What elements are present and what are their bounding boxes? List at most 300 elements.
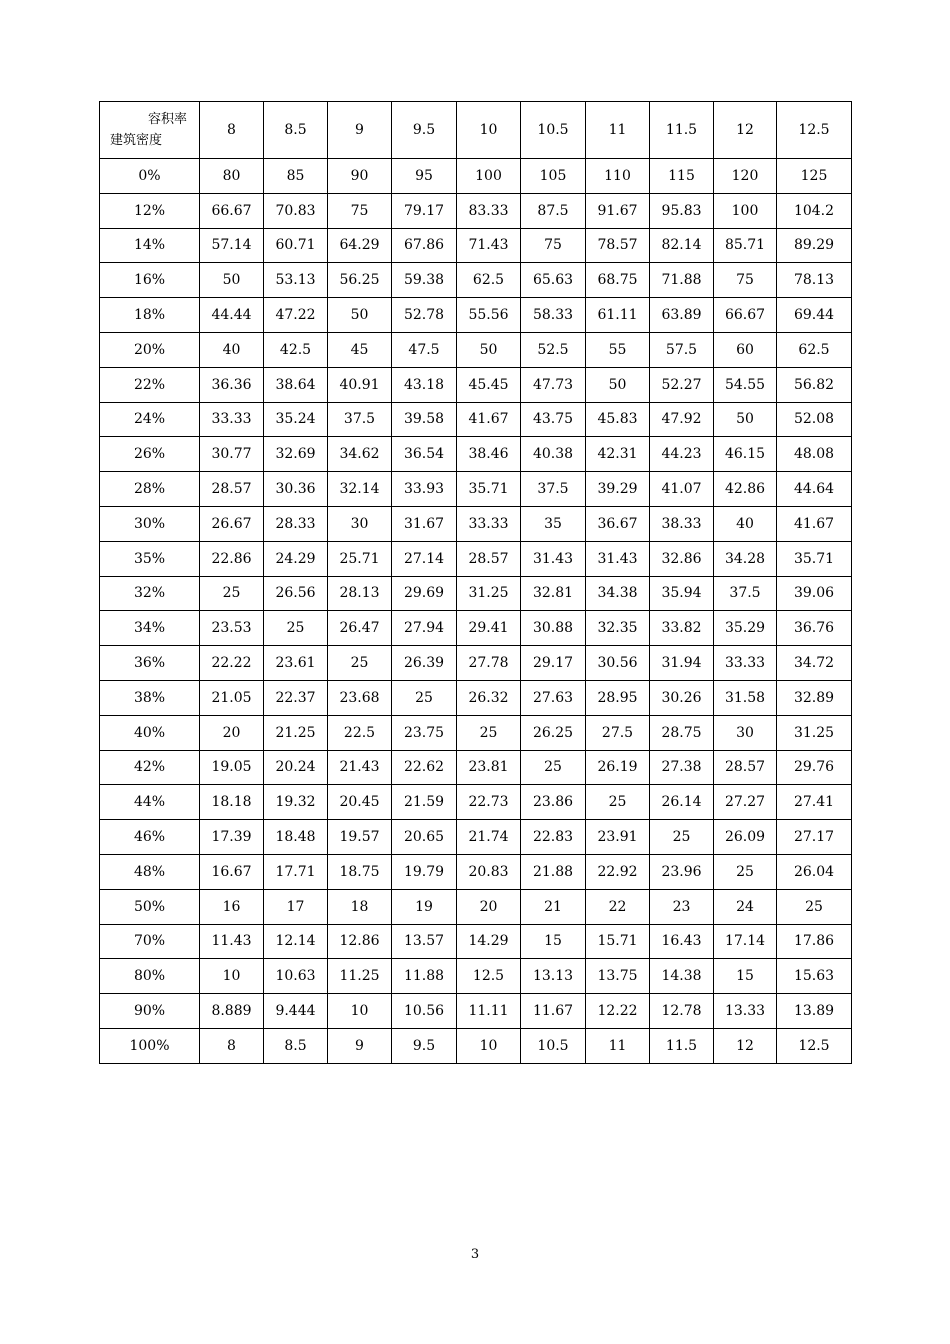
column-header: 11 [586, 102, 650, 159]
table-cell: 8.889 [200, 994, 264, 1029]
table-row [100, 159, 852, 194]
table-row [100, 994, 852, 1029]
table-cell: 16.67 [200, 854, 264, 889]
table-cell: 11.25 [328, 959, 392, 994]
table-cell: 32.35 [586, 611, 650, 646]
table-cell: 13.33 [714, 994, 777, 1029]
table-cell: 15 [714, 959, 777, 994]
table-cell: 18.75 [328, 854, 392, 889]
table-cell: 23.91 [586, 820, 650, 855]
table-cell: 25 [521, 750, 586, 785]
table-cell: 42.31 [586, 437, 650, 472]
table-cell: 25.71 [328, 541, 392, 576]
table-cell: 67.86 [392, 228, 457, 263]
table-cell: 104.2 [777, 193, 852, 228]
table-cell: 29.76 [777, 750, 852, 785]
table-cell: 23.68 [328, 680, 392, 715]
table-row [100, 402, 852, 437]
table-cell: 31.43 [586, 541, 650, 576]
table-cell: 18.18 [200, 785, 264, 820]
corner-top-label: 容积率 [147, 112, 187, 127]
table-cell: 37.5 [521, 472, 586, 507]
table-cell: 15.63 [777, 959, 852, 994]
table-cell: 21.25 [264, 715, 328, 750]
table-cell: 22.83 [521, 820, 586, 855]
table-cell: 33.82 [650, 611, 714, 646]
table-cell: 17.71 [264, 854, 328, 889]
table-cell: 79.17 [392, 193, 457, 228]
table-row [100, 193, 852, 228]
table-cell: 31.58 [714, 680, 777, 715]
table-cell: 26.47 [328, 611, 392, 646]
table-cell: 42.86 [714, 472, 777, 507]
table-cell: 85.71 [714, 228, 777, 263]
table-body [100, 159, 852, 1064]
column-header: 10 [457, 102, 521, 159]
table-cell: 16.43 [650, 924, 714, 959]
table-cell: 64.29 [328, 228, 392, 263]
table-header-row [100, 102, 852, 159]
table-cell: 27.41 [777, 785, 852, 820]
table-cell: 25 [328, 646, 392, 681]
table-cell: 28.57 [457, 541, 521, 576]
table-cell: 85 [264, 159, 328, 194]
table-cell: 8 [200, 1028, 264, 1063]
row-label: 44% [100, 785, 200, 820]
table-cell: 25 [264, 611, 328, 646]
table-cell: 22.73 [457, 785, 521, 820]
table-cell: 50 [586, 367, 650, 402]
table-cell: 55 [586, 332, 650, 367]
table-row [100, 924, 852, 959]
table-cell: 22.5 [328, 715, 392, 750]
table-cell: 29.17 [521, 646, 586, 681]
table-cell: 31.94 [650, 646, 714, 681]
table-row [100, 298, 852, 333]
table-cell: 52.78 [392, 298, 457, 333]
table-row [100, 332, 852, 367]
table-cell: 27.5 [586, 715, 650, 750]
table-cell: 38.46 [457, 437, 521, 472]
table-cell: 105 [521, 159, 586, 194]
row-label: 30% [100, 506, 200, 541]
table-cell: 100 [714, 193, 777, 228]
table-cell: 40.38 [521, 437, 586, 472]
table-cell: 47.5 [392, 332, 457, 367]
table-cell: 36.36 [200, 367, 264, 402]
table-cell: 35.71 [457, 472, 521, 507]
table-cell: 33.93 [392, 472, 457, 507]
table-cell: 48.08 [777, 437, 852, 472]
table-cell: 41.67 [457, 402, 521, 437]
table-cell: 26.25 [521, 715, 586, 750]
table-cell: 50 [200, 263, 264, 298]
table-cell: 44.44 [200, 298, 264, 333]
row-label: 40% [100, 715, 200, 750]
table-cell: 12.78 [650, 994, 714, 1029]
table-cell: 71.88 [650, 263, 714, 298]
table-cell: 90 [328, 159, 392, 194]
table-cell: 75 [521, 228, 586, 263]
row-label: 70% [100, 924, 200, 959]
table-cell: 10.5 [521, 1028, 586, 1063]
row-label: 18% [100, 298, 200, 333]
table-cell: 27.38 [650, 750, 714, 785]
table-cell: 50 [328, 298, 392, 333]
table-cell: 27.14 [392, 541, 457, 576]
table-cell: 28.13 [328, 576, 392, 611]
row-label: 34% [100, 611, 200, 646]
table-cell: 35.24 [264, 402, 328, 437]
table-cell: 53.13 [264, 263, 328, 298]
table-cell: 80 [200, 159, 264, 194]
table-cell: 11.88 [392, 959, 457, 994]
table-row [100, 889, 852, 924]
table-cell: 62.5 [777, 332, 852, 367]
table-row [100, 785, 852, 820]
table-row [100, 959, 852, 994]
table-cell: 68.75 [586, 263, 650, 298]
row-label: 100% [100, 1028, 200, 1063]
table-cell: 45.45 [457, 367, 521, 402]
table-cell: 17 [264, 889, 328, 924]
table-cell: 41.67 [777, 506, 852, 541]
table-cell: 24.29 [264, 541, 328, 576]
table-cell: 12.86 [328, 924, 392, 959]
table-cell: 35 [521, 506, 586, 541]
table-cell: 71.43 [457, 228, 521, 263]
table-cell: 110 [586, 159, 650, 194]
table-cell: 69.44 [777, 298, 852, 333]
table-cell: 11.43 [200, 924, 264, 959]
table-cell: 14.38 [650, 959, 714, 994]
table-cell: 21.74 [457, 820, 521, 855]
table-cell: 36.54 [392, 437, 457, 472]
table-cell: 83.33 [457, 193, 521, 228]
column-header: 10.5 [521, 102, 586, 159]
row-label: 14% [100, 228, 200, 263]
row-label: 38% [100, 680, 200, 715]
table-cell: 89.29 [777, 228, 852, 263]
row-label: 42% [100, 750, 200, 785]
table-cell: 27.17 [777, 820, 852, 855]
table-cell: 35.29 [714, 611, 777, 646]
table-cell: 11.67 [521, 994, 586, 1029]
table-row [100, 506, 852, 541]
table-cell: 25 [392, 680, 457, 715]
row-label: 32% [100, 576, 200, 611]
column-header: 12 [714, 102, 777, 159]
table-cell: 36.76 [777, 611, 852, 646]
table-cell: 17.14 [714, 924, 777, 959]
table-cell: 29.69 [392, 576, 457, 611]
row-label: 26% [100, 437, 200, 472]
table-cell: 12.22 [586, 994, 650, 1029]
table-cell: 56.25 [328, 263, 392, 298]
column-header: 12.5 [777, 102, 852, 159]
corner-header-cell [100, 102, 200, 159]
table-cell: 35.94 [650, 576, 714, 611]
table-cell: 43.75 [521, 402, 586, 437]
table-cell: 100 [457, 159, 521, 194]
page-number: 3 [470, 1247, 480, 1262]
table-cell: 26.32 [457, 680, 521, 715]
table-cell: 34.28 [714, 541, 777, 576]
table-cell: 22.62 [392, 750, 457, 785]
table-cell: 44.23 [650, 437, 714, 472]
table-cell: 23.96 [650, 854, 714, 889]
table-cell: 75 [328, 193, 392, 228]
table-cell: 20 [200, 715, 264, 750]
table-cell: 27.94 [392, 611, 457, 646]
table-cell: 10.63 [264, 959, 328, 994]
table-cell: 23.81 [457, 750, 521, 785]
table-cell: 21.05 [200, 680, 264, 715]
table-cell: 21.43 [328, 750, 392, 785]
table-row [100, 646, 852, 681]
table-cell: 31.25 [457, 576, 521, 611]
table-cell: 41.07 [650, 472, 714, 507]
table-cell: 10.56 [392, 994, 457, 1029]
table-cell: 39.06 [777, 576, 852, 611]
table-cell: 19.79 [392, 854, 457, 889]
table-row [100, 228, 852, 263]
table-cell: 10 [200, 959, 264, 994]
table-cell: 38.33 [650, 506, 714, 541]
column-header: 8 [200, 102, 264, 159]
table-row [100, 680, 852, 715]
table-cell: 18 [328, 889, 392, 924]
table-cell: 32.86 [650, 541, 714, 576]
table-cell: 52.27 [650, 367, 714, 402]
table-cell: 19.57 [328, 820, 392, 855]
row-label: 16% [100, 263, 200, 298]
table-cell: 32.81 [521, 576, 586, 611]
table-cell: 19 [392, 889, 457, 924]
table-cell: 58.33 [521, 298, 586, 333]
table-cell: 23.86 [521, 785, 586, 820]
table-cell: 78.57 [586, 228, 650, 263]
table-row [100, 576, 852, 611]
density-ratio-table [99, 101, 852, 1064]
table-cell: 60 [714, 332, 777, 367]
table-cell: 11.5 [650, 1028, 714, 1063]
table-cell: 12 [714, 1028, 777, 1063]
table-cell: 45 [328, 332, 392, 367]
table-row [100, 437, 852, 472]
table-cell: 16 [200, 889, 264, 924]
row-label: 35% [100, 541, 200, 576]
table-cell: 32.89 [777, 680, 852, 715]
table-cell: 95 [392, 159, 457, 194]
table-cell: 40 [714, 506, 777, 541]
table-cell: 30 [328, 506, 392, 541]
table-cell: 36.67 [586, 506, 650, 541]
table-cell: 31.25 [777, 715, 852, 750]
table-cell: 13.13 [521, 959, 586, 994]
table-cell: 61.11 [586, 298, 650, 333]
table-cell: 14.29 [457, 924, 521, 959]
table-cell: 78.13 [777, 263, 852, 298]
table-cell: 17.39 [200, 820, 264, 855]
table-cell: 34.38 [586, 576, 650, 611]
table-cell: 28.57 [200, 472, 264, 507]
table-cell: 30.77 [200, 437, 264, 472]
corner-bottom-label: 建筑密度 [110, 133, 163, 148]
table-cell: 25 [777, 889, 852, 924]
table-cell: 26.14 [650, 785, 714, 820]
table-cell: 13.57 [392, 924, 457, 959]
table-cell: 21.88 [521, 854, 586, 889]
table-cell: 25 [650, 820, 714, 855]
table-cell: 115 [650, 159, 714, 194]
table-cell: 32.14 [328, 472, 392, 507]
table-cell: 30.56 [586, 646, 650, 681]
table-row [100, 854, 852, 889]
table-cell: 30.36 [264, 472, 328, 507]
table-cell: 25 [714, 854, 777, 889]
row-label: 24% [100, 402, 200, 437]
table-cell: 26.19 [586, 750, 650, 785]
table-row [100, 367, 852, 402]
row-label: 0% [100, 159, 200, 194]
table-cell: 17.86 [777, 924, 852, 959]
table-cell: 30.26 [650, 680, 714, 715]
table-cell: 8.5 [264, 1028, 328, 1063]
row-label: 22% [100, 367, 200, 402]
table-cell: 37.5 [328, 402, 392, 437]
table-cell: 32.69 [264, 437, 328, 472]
table-cell: 47.92 [650, 402, 714, 437]
row-label: 90% [100, 994, 200, 1029]
table-cell: 28.33 [264, 506, 328, 541]
table-cell: 28.57 [714, 750, 777, 785]
row-label: 48% [100, 854, 200, 889]
table-cell: 20.45 [328, 785, 392, 820]
table-cell: 95.83 [650, 193, 714, 228]
table-cell: 25 [457, 715, 521, 750]
table-cell: 56.82 [777, 367, 852, 402]
table-cell: 57.14 [200, 228, 264, 263]
table-cell: 26.67 [200, 506, 264, 541]
column-header: 11.5 [650, 102, 714, 159]
row-label: 12% [100, 193, 200, 228]
table-cell: 35.71 [777, 541, 852, 576]
table-cell: 26.39 [392, 646, 457, 681]
table-cell: 21.59 [392, 785, 457, 820]
table-cell: 27.78 [457, 646, 521, 681]
table-cell: 20.83 [457, 854, 521, 889]
table-cell: 45.83 [586, 402, 650, 437]
row-label: 28% [100, 472, 200, 507]
table-cell: 47.22 [264, 298, 328, 333]
table-row [100, 750, 852, 785]
table-cell: 9.444 [264, 994, 328, 1029]
table-cell: 10 [457, 1028, 521, 1063]
table-cell: 82.14 [650, 228, 714, 263]
table-cell: 57.5 [650, 332, 714, 367]
table-cell: 39.58 [392, 402, 457, 437]
table-cell: 25 [586, 785, 650, 820]
row-label: 50% [100, 889, 200, 924]
row-label: 46% [100, 820, 200, 855]
table-cell: 22.22 [200, 646, 264, 681]
table-cell: 23 [650, 889, 714, 924]
table-cell: 23.53 [200, 611, 264, 646]
table-cell: 22.37 [264, 680, 328, 715]
table-cell: 52.5 [521, 332, 586, 367]
table-cell: 22.86 [200, 541, 264, 576]
table-cell: 20.65 [392, 820, 457, 855]
table-cell: 10 [328, 994, 392, 1029]
table-cell: 33.33 [714, 646, 777, 681]
table-cell: 30 [714, 715, 777, 750]
table-cell: 19.05 [200, 750, 264, 785]
table-cell: 125 [777, 159, 852, 194]
table-cell: 42.5 [264, 332, 328, 367]
table-cell: 18.48 [264, 820, 328, 855]
table-cell: 26.04 [777, 854, 852, 889]
table-cell: 87.5 [521, 193, 586, 228]
table-cell: 22 [586, 889, 650, 924]
table-cell: 62.5 [457, 263, 521, 298]
table-cell: 55.56 [457, 298, 521, 333]
table-row [100, 472, 852, 507]
table-cell: 70.83 [264, 193, 328, 228]
table-cell: 66.67 [200, 193, 264, 228]
table-cell: 40 [200, 332, 264, 367]
table-row [100, 715, 852, 750]
table-cell: 28.95 [586, 680, 650, 715]
table-cell: 34.72 [777, 646, 852, 681]
table-cell: 30.88 [521, 611, 586, 646]
table-cell: 38.64 [264, 367, 328, 402]
table-cell: 59.38 [392, 263, 457, 298]
table-cell: 21 [521, 889, 586, 924]
table-cell: 28.75 [650, 715, 714, 750]
table-cell: 46.15 [714, 437, 777, 472]
table-cell: 12.5 [457, 959, 521, 994]
table-cell: 29.41 [457, 611, 521, 646]
table-cell: 37.5 [714, 576, 777, 611]
table-cell: 27.27 [714, 785, 777, 820]
table-cell: 9.5 [392, 1028, 457, 1063]
table-cell: 65.63 [521, 263, 586, 298]
table-cell: 11.11 [457, 994, 521, 1029]
table-cell: 26.09 [714, 820, 777, 855]
table-cell: 12.5 [777, 1028, 852, 1063]
table-row [100, 1028, 852, 1063]
table-cell: 27.63 [521, 680, 586, 715]
table-cell: 52.08 [777, 402, 852, 437]
table-cell: 13.75 [586, 959, 650, 994]
row-label: 80% [100, 959, 200, 994]
table-cell: 91.67 [586, 193, 650, 228]
table-cell: 33.33 [457, 506, 521, 541]
table-cell: 11 [586, 1028, 650, 1063]
table-cell: 54.55 [714, 367, 777, 402]
table-cell: 63.89 [650, 298, 714, 333]
table-cell: 50 [714, 402, 777, 437]
table-row [100, 263, 852, 298]
table-row [100, 820, 852, 855]
table-cell: 47.73 [521, 367, 586, 402]
table-cell: 19.32 [264, 785, 328, 820]
column-header: 8.5 [264, 102, 328, 159]
table-cell: 24 [714, 889, 777, 924]
table-cell: 43.18 [392, 367, 457, 402]
table-cell: 12.14 [264, 924, 328, 959]
